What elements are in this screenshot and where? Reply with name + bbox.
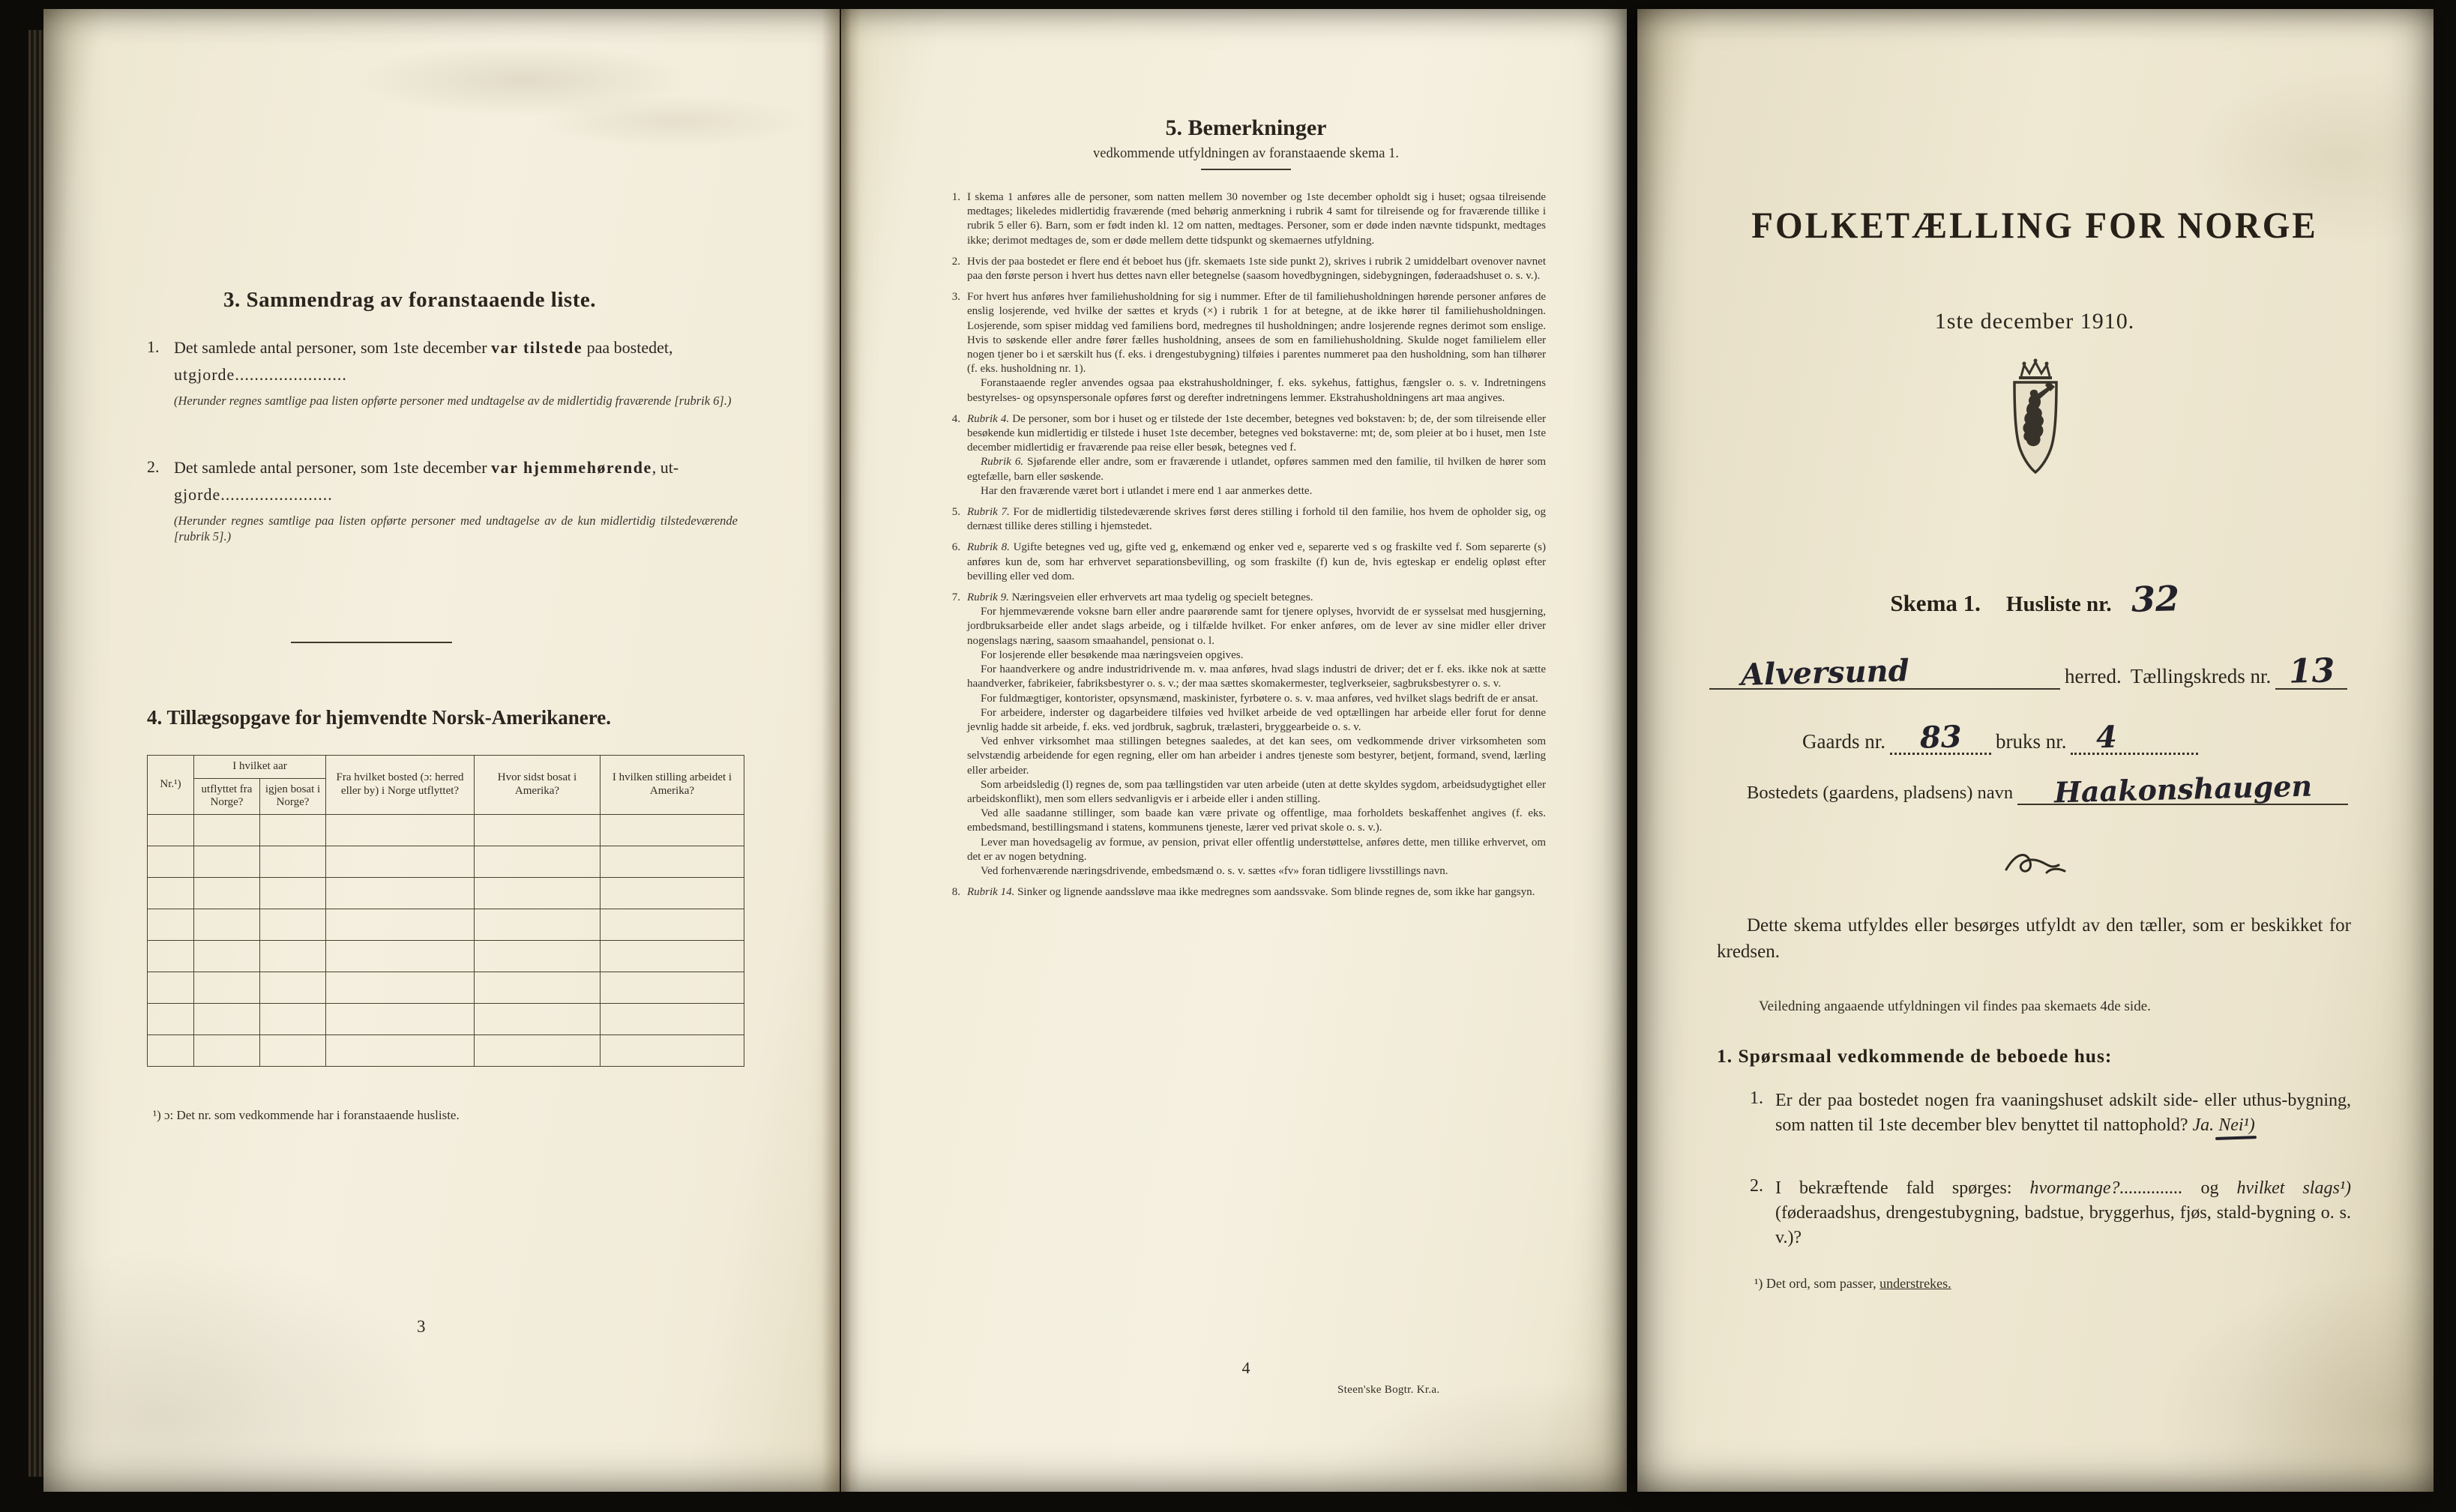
table-cell bbox=[601, 877, 744, 909]
remarks-header bbox=[946, 115, 1546, 170]
remark-paragraph: Som arbeidsledig (l) regnes de, som paa tællingstiden var uten arbeide (uten at dette skyldes sygdom, arbeidsudygtighet eller arbeidskonflikt), men som ellers sedvanligvis er i arbeide eller i anden stilling. bbox=[967, 778, 1546, 805]
table-row bbox=[148, 877, 744, 909]
table-cell bbox=[148, 877, 194, 909]
table-cell bbox=[260, 846, 326, 877]
gaard-line bbox=[1798, 719, 2285, 756]
summary-item-1 bbox=[147, 337, 763, 409]
table-cell bbox=[326, 846, 475, 877]
section4-title: 4. Tillægsopgave for hjemvendte Norsk-Amerikanere. bbox=[147, 706, 611, 729]
column-header-nr: Nr.¹) bbox=[148, 756, 194, 815]
summary-text: Det samlede antal personer, som 1ste december var hjemmehørende, ut- bbox=[174, 458, 679, 477]
table-cell bbox=[475, 940, 601, 972]
tellingskreds-handwritten: 13 bbox=[2287, 651, 2335, 691]
question-1: 1. Er der paa bostedet nogen fra vaaningshuset adskilt side- eller uthus-bygning, som natten til 1ste december blev benyttet til nattophold? Ja. Nei¹) bbox=[1750, 1088, 2351, 1138]
table-cell bbox=[601, 814, 744, 846]
remark-paragraph: Ved enhver virksomhet maa stillingen betegnes saaledes, at det kan sees, om vedkommende driver virksomheten som selvstændig arbeidende for egen regning, eller om han arbeider i andres tjeneste som bestyrer, betjent, formand, svend, lærling eller arbeider. bbox=[967, 735, 1546, 777]
column-group-aar: I hvilket aar bbox=[194, 756, 326, 779]
table-cell bbox=[601, 972, 744, 1003]
remark-paragraph: Rubrik 14. Sinker og lignende aandssløve maa ikke medregnes som aandssvake. Som blinde regnes de, som ikke har gangsyn. bbox=[967, 886, 1535, 899]
remark-item-3: 3. For hvert hus anføres hver familiehusholdning for sig i nummer. Efter de til familiehusholdningen hørende personer anføres de enslig losjerende, ved hvilke der sættes et kryds (×) i rubrik 1 for at betegne, at de ikke hører til familiehusholdningen. Losjerende, som spiser middag ved familiens bord, medregnes til husholdningen; andre losjerende regnes derimot som enslige. Hvis to søskende eller andre fører fælles husholdning, ansees de som en familiehusholdning. Skulde noget familielem eller nogen tjener bo i et særskilt hus (f. eks. i drengestubygning) tilføies i parentes nummeret paa den husholdning, som han tilhører (f. eks. husholdning nr. 1). Foranstaaende regler anvendes ogsaa paa ekstrahusholdninger, f. eks. sykehus, fattighus, fængsler o. s. v. Indretningens bestyrelses- og opsynspersonale opføres først og derefter indretningens lemmer. Ekstrahusholdningens art maa angives. bbox=[948, 290, 1546, 406]
remark-paragraph: Rubrik 9. Næringsveien eller erhvervets art maa tydelig og specielt betegnes. bbox=[967, 591, 1313, 604]
questions-heading: 1. Spørsmaal vedkommende de beboede hus: bbox=[1717, 1045, 2113, 1067]
veiledning-note: Veiledning angaaende utfyldningen vil findes paa skemaets 4de side. bbox=[1759, 999, 2151, 1014]
remark-item-5: 5. Rubrik 7. For de midlertidig tilstedeværende skrives først deres stilling i forhold til den familie, hos hvem de opholder sig, og dernæst tillike deres stilling i hjemstedet. bbox=[948, 505, 1546, 534]
table-cell bbox=[475, 846, 601, 877]
coat-of-arms-icon bbox=[1998, 355, 2073, 487]
item-number: 2. bbox=[147, 457, 160, 476]
remark-item-7: 7. Rubrik 9. Næringsveien eller erhvervets art maa tydelig og specielt betegnes. For hjemmeværende voksne barn eller andre paarørende samt for tjenere oplyses, hvorvidt de er sysselsat med husgjerning, jordbruksarbeide eller andet slags arbeide, og i tilfælde hvilket. For enker anføres, om de lever av sine midler eller driver nogenslags næring, saasom smaahandel, pensionat o. l. For losjerende eller besøkende maa næringsveien opgives. For haandverkere og andre industridrivende m. v. maa anføres, hvad slags industri de driver; det er f. eks. ikke nok at sætte haandverker, fabrikeier, fabriksbestyrer o. s. v.; der maa sættes skomakermester, teglverkseier, sagbruksbestyrer o. s. v. For fuldmægtiger, kontorister, opsynsmænd, maskinister, fyrbøtere o. s. v. maa anføres, ved hvilket slags bedrift de er ansat. For arbeidere, inderster og dagarbeidere tilføies ved hvilket arbeide de ved optællingen har arbeide eller forut for denne jevnlig hadde sit arbeide, f. eks. ved jordbruk, sagbruk, trælasteri, bryggearbeide o. s. v. Ved enhver virksomhet maa stillingen betegnes saaledes, at det kan sees, om vedkommende driver virksomheten som selvstændig arbeidende for egen regning, eller om han arbeider i andres tjeneste som bestyrer, betjent, formand, svend, lærling eller arbeider. Som arbeidsledig (l) regnes de, som paa tællingstiden var uten arbeide (uten at dette skyldes sygdom, arbeidsudygtighet eller arbeidskonflikt), men som ellers sedvanligvis er i arbeide eller i anden stilling. Ved alle saadanne stillinger, som baade kan være private og offentlige, maa forholdets beskaffenhet angives (f. eks. embedsmand, bestillingsmand i statens, kommunens tjeneste, lærer ved privat skole o. s. v.). Lever man hovedsagelig av formue, av pension, privat eller offentlig understøttelse, anføres dette, men tillike erhvervet, om det er av nogen betydning. Ved forhenværende næringsdrivende, embedsmænd o. s. v. sættes «fv» foran tidligere livsstillings navn. bbox=[948, 591, 1546, 879]
census-date: 1ste december 1910. bbox=[1934, 309, 2135, 334]
remark-paragraph: Rubrik 8. Ugifte betegnes ved ug, gifte ved g, enkemænd og enker ved e, separerte ved s og fraskilte ved f. Som separerte (s) anføres kun de, som har erhvervet separationsbevilling, og som fraskilte (f) kun de, hvis egteskap er endelig opløst efter bevilling eller ved dom. bbox=[967, 541, 1546, 582]
table-row bbox=[148, 940, 744, 972]
column-header-bosat: igjen bosat i Norge? bbox=[260, 778, 326, 814]
husliste-number-handwritten: 32 bbox=[2130, 578, 2180, 620]
section5-title: 5. Bemerkninger bbox=[1165, 115, 1327, 140]
printer-credit: Steen'ske Bogtr. Kr.a. bbox=[1337, 1384, 1440, 1396]
summary-item-2 bbox=[147, 457, 763, 544]
left-page bbox=[43, 9, 840, 1492]
section5-subtitle: vedkommende utfyldningen av foranstaaende skema 1. bbox=[1093, 146, 1399, 161]
table-row bbox=[148, 909, 744, 940]
remark-paragraph: I skema 1 anføres alle de personer, som natten mellem 30 november og 1ste december opholdt sig i huset; ogsaa tilreisende medtages; likeledes midlertidig fraværende (med behørig anmerkning i rubrik 4 samt for tilreisende og for fraværende tillike i rubrik 5 eller 6). Barn, som er født inden kl. 12 om natten, medtages. Personer, som er døde inden nævnte tidspunkt, medtages ikke; derimot medtages de, som er døde mellem dette tidspunkt og skemaernes utfyldning. bbox=[967, 191, 1546, 247]
bosted-label: Bostedets (gaardens, pladsens) navn bbox=[1747, 783, 2014, 803]
husliste-label: Husliste nr. bbox=[2005, 592, 2112, 616]
table-cell bbox=[148, 1034, 194, 1066]
bosted-line bbox=[1742, 768, 2348, 810]
table-header-row bbox=[148, 756, 744, 779]
table-cell bbox=[194, 909, 260, 940]
column-header-utflyttet: utflyttet fra Norge? bbox=[194, 778, 260, 814]
table-cell bbox=[194, 1034, 260, 1066]
tellingskreds-field bbox=[2275, 651, 2347, 691]
remark-paragraph: Rubrik 4. De personer, som bor i huset og er tilstede der 1ste december, betegnes ved bokstaven: b; de, der som tilreisende eller besøkende kun midlertidig er tilstede i huset 1ste december, betegnes ved bokstaverne: mt; de, som pleier at bo i huset, men 1ste december midlertidig er fraværende paa reise eller besøk, betegnes ved f. bbox=[967, 412, 1546, 454]
right-footnote: ¹) Det ord, som passer, understrekes. bbox=[1754, 1276, 1951, 1291]
table-row bbox=[148, 972, 744, 1003]
table-cell bbox=[326, 1034, 475, 1066]
census-title: FOLKETÆLLING FOR NORGE bbox=[1751, 205, 2318, 247]
summary-text: Det samlede antal personer, som 1ste december var tilstede paa bostedet, bbox=[174, 338, 673, 357]
table-cell bbox=[148, 940, 194, 972]
remark-paragraph: For haandverkere og andre industridrivende m. v. maa anføres, hvad slags industri de driver; det er f. eks. ikke nok at sætte haandverker, fabrikeier, fabriksbestyrer o. s. v.; der maa sættes skomakermester, teglverkseier, sagbruksbestyrer o. s. v. bbox=[967, 663, 1546, 690]
remark-item-8: 8. Rubrik 14. Sinker og lignende aandssløve maa ikke medregnes som aandssvake. Som blinde regnes de, som ikke har gangsyn. bbox=[948, 885, 1546, 900]
dotted-fill-line: utgjorde....................... bbox=[174, 365, 347, 384]
page-number: 3 bbox=[417, 1317, 426, 1336]
skema-label: Skema 1. bbox=[1890, 590, 1981, 616]
remark-paragraph: For hjemmeværende voksne barn eller andre paarørende samt for tjenere oplyses, hvorvidt de er sysselsat med husgjerning, jordbruksarbeide eller andet slags arbeide, og i tilfælde hvilket. For enker anføres, om de lever av sine midler eller driver nogenslags næring, saasom smaahandel, pensionat o. l. bbox=[967, 606, 1546, 647]
table-cell bbox=[194, 1003, 260, 1034]
table-cell bbox=[194, 972, 260, 1003]
table-cell bbox=[475, 814, 601, 846]
table-cell bbox=[601, 846, 744, 877]
table-cell bbox=[148, 909, 194, 940]
remark-paragraph: For fuldmægtiger, kontorister, opsynsmænd, maskinister, fyrbøtere o. s. v. maa anføres, ved hvilket slags bedrift de er ansat. bbox=[981, 692, 1538, 705]
page-stack-edge bbox=[28, 30, 43, 1477]
gaard-label: Gaards nr. bbox=[1802, 730, 1885, 753]
table-cell bbox=[260, 940, 326, 972]
table-cell bbox=[601, 1003, 744, 1034]
table-cell bbox=[475, 1034, 601, 1066]
separator-rule bbox=[291, 642, 452, 643]
column-header-stilling: I hvilken stilling arbeidet i Amerika? bbox=[601, 756, 744, 815]
remarks-list bbox=[948, 190, 1546, 906]
table-cell bbox=[148, 814, 194, 846]
herred-handwritten: Alversund bbox=[1740, 653, 1910, 693]
tellingskreds-label: Tællingskreds nr. bbox=[2130, 665, 2272, 687]
dotted-fill-line: gjorde....................... bbox=[174, 485, 333, 504]
table-cell bbox=[194, 846, 260, 877]
bosted-name-handwritten: Haakonshaugen bbox=[2053, 768, 2313, 810]
table-cell bbox=[148, 846, 194, 877]
table-cell bbox=[194, 940, 260, 972]
table-row bbox=[148, 1034, 744, 1066]
bruk-field bbox=[2071, 719, 2198, 756]
remark-paragraph: Ved alle saadanne stillinger, som baade kan være private og offentlige, maa forholdets beskaffenhet angives (f. eks. embedsmand, bestillingsmand i statens, kommunens tjeneste, lærer ved privat skole o. s. v.). bbox=[967, 807, 1546, 834]
question-2-text: I bekræftende fald spørges: hvormange?.............. og hvilket slags¹) (føderaadshus, drengestubygning, badstue, bryggerhus, fjøs, stald-bygning o. s. v.)? bbox=[1775, 1178, 2352, 1247]
remark-paragraph: For arbeidere, inderster og dagarbeidere tilføies ved hvilket arbeide de ved optællingen har arbeide eller forut for denne jevnlig hadde sit arbeide, f. eks. ved jordbruk, sagbruk, trælasteri, bryggearbeide o. s. v. bbox=[967, 706, 1546, 733]
summary-note: (Herunder regnes samtlige paa listen opførte personer med undtagelse av de midlertidig fraværende [rubrik 6].) bbox=[174, 394, 732, 408]
table-cell bbox=[260, 972, 326, 1003]
table-cell bbox=[326, 814, 475, 846]
table-cell bbox=[260, 814, 326, 846]
page-number: 4 bbox=[1241, 1358, 1250, 1377]
table-cell bbox=[260, 909, 326, 940]
table-row bbox=[148, 814, 744, 846]
remark-paragraph: Foranstaaende regler anvendes ogsaa paa ekstrahusholdninger, f. eks. sykehus, fattighus, fængsler o. s. v. Indretningens bestyrelses- og opsynspersonale opføres først og derefter indretningens lemmer. Ekstrahusholdningens art maa angives. bbox=[967, 377, 1546, 404]
flourish-mark-icon bbox=[2002, 847, 2069, 885]
item-number: 1. bbox=[147, 337, 160, 356]
header-rule bbox=[1201, 169, 1291, 170]
table-cell bbox=[475, 972, 601, 1003]
question-2: 2. I bekræftende fald spørges: hvormange?.............. og hvilket slags¹) (føderaadshus, drengestubygning, badstue, bryggerhus, fjøs, stald-bygning o. s. v.)? bbox=[1750, 1176, 2351, 1250]
table-cell bbox=[326, 972, 475, 1003]
table-cell bbox=[148, 972, 194, 1003]
remark-item-1: 1. I skema 1 anføres alle de personer, som natten mellem 30 november og 1ste december opholdt sig i huset; ogsaa tilreisende medtages; likeledes midlertidig fraværende (med behørig anmerkning i rubrik 4 samt for tilreisende og for fraværende tillike i rubrik 5 eller 6). Barn, som er født inden kl. 12 om natten, medtages. Personer, som er døde inden nævnte tidspunkt, medtages ikke; derimot medtages de, som er døde mellem dette tidspunkt og skemaernes utfyldning. bbox=[948, 190, 1546, 248]
table-footnote: ¹) ɔ: Det nr. som vedkommende har i foranstaaende husliste. bbox=[153, 1108, 460, 1122]
bruk-label: bruks nr. bbox=[1995, 730, 2067, 753]
table-cell bbox=[475, 1003, 601, 1034]
section3-title: 3. Sammendrag av foranstaaende liste. bbox=[223, 288, 596, 312]
table-cell bbox=[260, 1034, 326, 1066]
remark-paragraph: Rubrik 6. Sjøfarende eller andre, som er fraværende i utlandet, opføres sammen med den familie, til hvilken de hører som egtefælle, barn eller søskende. bbox=[967, 456, 1546, 483]
table-cell bbox=[260, 877, 326, 909]
column-header-fra-bosted: Fra hvilket bosted (ɔ: herred eller by) i Norge utflyttet? bbox=[326, 756, 475, 815]
table-cell bbox=[326, 1003, 475, 1034]
american-returnees-table bbox=[147, 755, 744, 1067]
remark-paragraph: Har den fraværende været bort i utlandet i mere end 1 aar anmerkes dette. bbox=[981, 484, 1313, 497]
remark-paragraph: Ved forhenværende næringsdrivende, embedsmænd o. s. v. sættes «fv» foran tidligere livsstillings navn. bbox=[981, 864, 1448, 877]
table-cell bbox=[601, 1034, 744, 1066]
remark-paragraph: For losjerende eller besøkende maa næringsveien opgives. bbox=[981, 648, 1244, 661]
table-cell bbox=[475, 909, 601, 940]
remark-paragraph: Lever man hovedsagelig av formue, av pension, privat eller offentlig understøttelse, anføres dette, men tillike erhvervet, om det er av nogen betydning. bbox=[967, 836, 1546, 863]
gaard-field bbox=[1890, 719, 1991, 756]
table-cell bbox=[194, 877, 260, 909]
answer-ja: Ja. bbox=[2192, 1115, 2215, 1135]
intro-paragraph: Dette skema utfyldes eller besørges utfyldt av den tæller, som er beskikket for kredsen. bbox=[1717, 915, 2351, 962]
remark-item-2: 2. Hvis der paa bostedet er flere end ét beboet hus (jfr. skemaets 1ste side punkt 2), skrives i rubrik 2 umiddelbart ovenover navnet paa den første person i hvert hus dettes navn eller betegnelse (saasom hovedbygningen, sidebygningen, føderaadshuset o. s. v.). bbox=[948, 255, 1546, 283]
answer-nei-underlined: Nei¹) bbox=[2218, 1115, 2255, 1135]
table-cell bbox=[148, 1003, 194, 1034]
herred-label: herred. bbox=[2065, 665, 2122, 687]
table-cell bbox=[601, 940, 744, 972]
table-cell bbox=[326, 877, 475, 909]
remark-item-4: 4. Rubrik 4. De personer, som bor i huset og er tilstede der 1ste december, betegnes ved bokstaven: b; de, der som tilreisende eller besøkende kun midlertidig er tilstede i huset 1ste december, betegnes ved bokstaverne: mt; de, som pleier at bo i huset, men 1ste december midlertidig er fraværende paa reise eller besøk, betegnes ved f. Rubrik 6. Sjøfarende eller andre, som er fraværende i utlandet, opføres sammen med den familie, til hvilken de hører som egtefælle, barn eller søskende. Har den fraværende været bort i utlandet i mere end 1 aar anmerkes dette. bbox=[948, 412, 1546, 499]
remark-paragraph: Rubrik 7. For de midlertidig tilstedeværende skrives først deres stilling i forhold til den familie, hos hvem de opholder sig, og dernæst tillike deres stilling i hjemstedet. bbox=[967, 506, 1547, 533]
gaard-number-handwritten: 83 bbox=[1919, 719, 1962, 756]
column-header-hvor-sidst: Hvor sidst bosat i Amerika? bbox=[475, 756, 601, 815]
bosted-field bbox=[2017, 768, 2348, 810]
bruk-number-handwritten: 4 bbox=[2095, 719, 2118, 756]
question-1-text: Er der paa bostedet nogen fra vaaningshuset adskilt side- eller uthus-bygning, som natten til 1ste december blev benyttet til nattophold? Ja. Nei¹) bbox=[1775, 1091, 2351, 1135]
right-page bbox=[1637, 9, 2434, 1492]
herred-line bbox=[1709, 651, 2368, 693]
table-cell bbox=[260, 1003, 326, 1034]
summary-note: (Herunder regnes samtlige paa listen opførte personer med undtagelse av de kun midlertidig tilstedeværende [rubrik 5].) bbox=[174, 513, 738, 543]
table-row bbox=[148, 1003, 744, 1034]
table-cell bbox=[326, 909, 475, 940]
remark-paragraph: Hvis der paa bostedet er flere end ét beboet hus (jfr. skemaets 1ste side punkt 2), skrives i rubrik 2 umiddelbart ovenover navnet paa den første person i hvert hus dettes navn eller betegnelse (saasom hovedbygningen, sidebygningen, føderaadshuset o. s. v.). bbox=[967, 255, 1546, 283]
remark-item-6: 6. Rubrik 8. Ugifte betegnes ved ug, gifte ved g, enkemænd og enker ved e, separerte ved s og fraskilte ved f. Som separerte (s) anføres kun de, som har erhvervet separationsbevilling, og som fraskilte (f) kun de, hvis egteskap er endelig opløst efter bevilling eller ved dom. bbox=[948, 540, 1546, 584]
table-cell bbox=[601, 909, 744, 940]
table-row bbox=[148, 846, 744, 877]
skema-line bbox=[1682, 578, 2387, 620]
remark-paragraph: For hvert hus anføres hver familiehusholdning for sig i nummer. Efter de til familiehusholdningen hørende personer anføres de enslig losjerende, ved hvilke der sættes et kryds (×) i rubrik 1 for at betegne, at de ikke hører til familiehusholdningen. Losjerende, som spiser middag ved familiens bord, medregnes til husholdningen; andre losjerende regnes derimot som enslige. Hvis to søskende eller andre fører fælles husholdning, ansees de som en familiehusholdning. Skulde noget familielem eller nogen tjener bo i et særskilt hus (f. eks. i drengestubygning) tilføies i parentes nummeret paa den husholdning, som han tilhører (f. eks. husholdning nr. 1). bbox=[967, 291, 1546, 376]
herred-field bbox=[1709, 653, 2060, 693]
middle-page bbox=[841, 9, 1627, 1492]
table-cell bbox=[475, 877, 601, 909]
table-cell bbox=[194, 814, 260, 846]
table-cell bbox=[326, 940, 475, 972]
